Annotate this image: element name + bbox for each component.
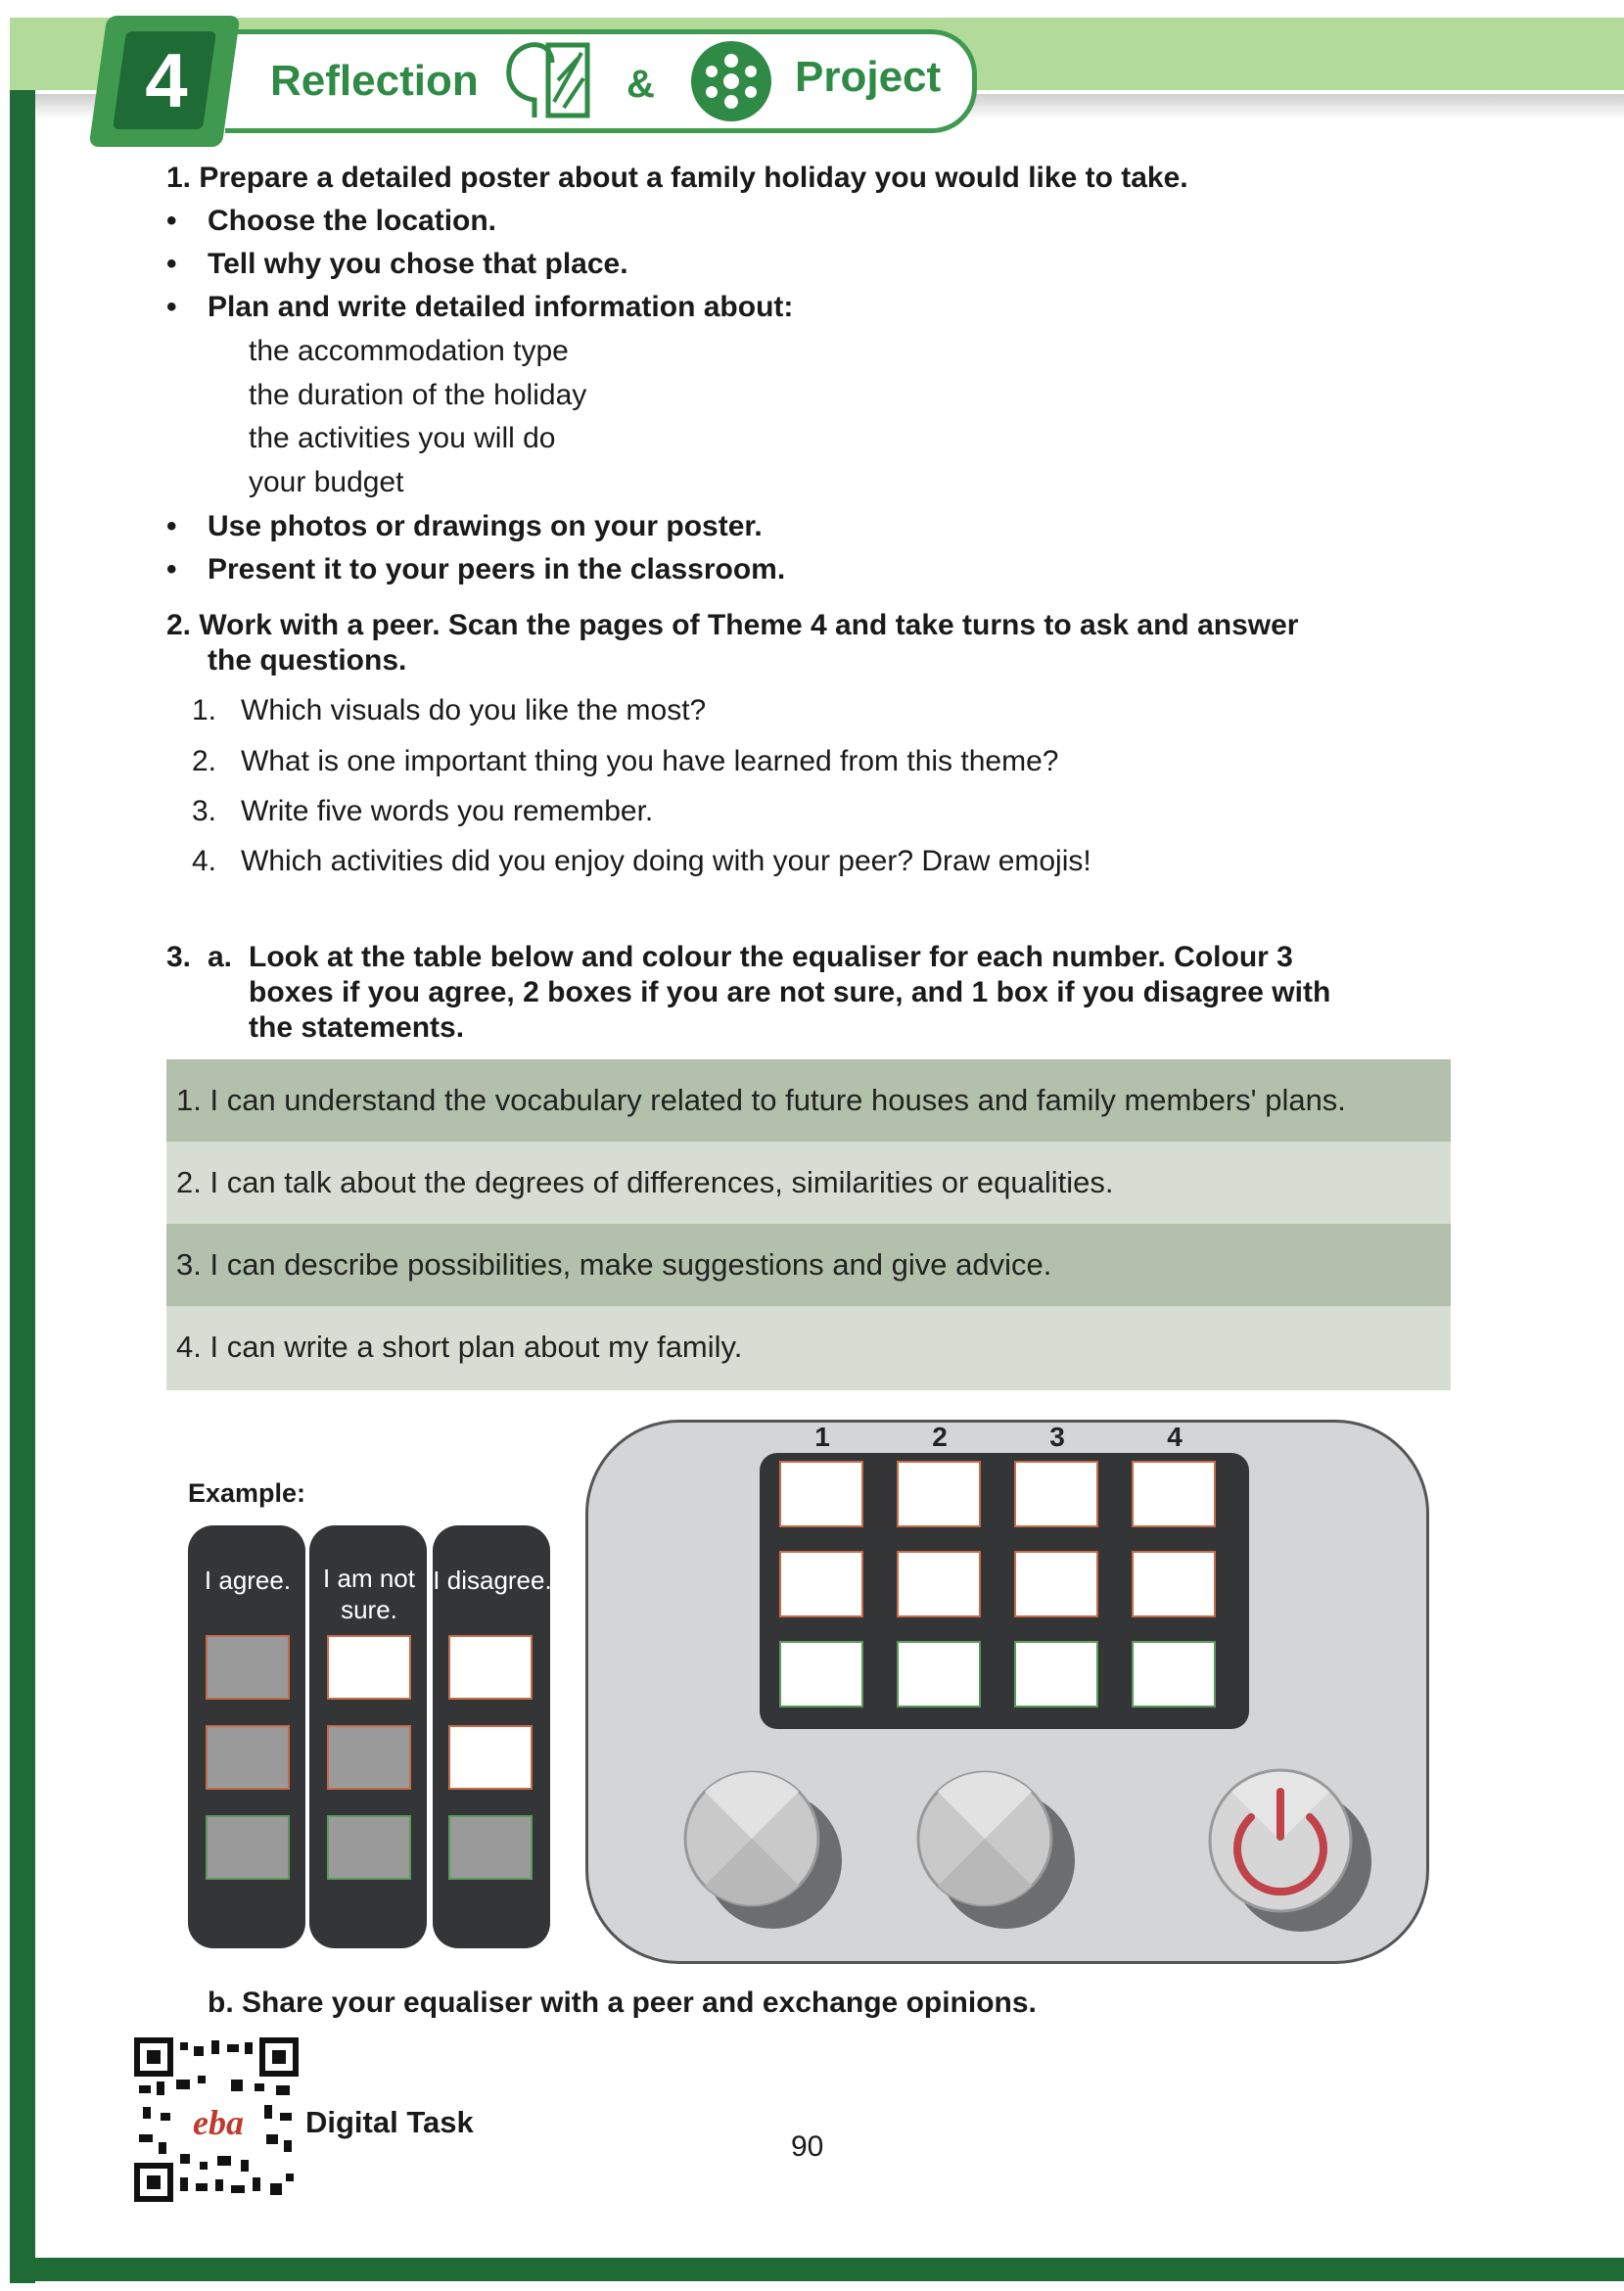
example-box-filled <box>206 1725 290 1790</box>
task1-subitem: the duration of the holiday <box>249 379 587 411</box>
page-frame-left <box>10 90 35 2283</box>
page-frame-bottom <box>10 2258 1624 2281</box>
digital-task-link[interactable]: Digital Task <box>305 2105 474 2139</box>
equaliser-cell[interactable] <box>779 1551 863 1617</box>
statement-row: 4. I can write a short plan about my family. <box>166 1306 1451 1390</box>
equaliser-column-number: 2 <box>932 1422 948 1452</box>
task2-question-num: 2. <box>192 745 217 777</box>
task2-question: Write five words you remember. <box>241 795 654 827</box>
svg-text:eba: eba <box>193 2103 244 2142</box>
statement-row: 2. I can talk about the degrees of differences, similarities or equalities. <box>166 1142 1451 1224</box>
example-box-filled <box>327 1815 411 1880</box>
task3a-instruction: boxes if you agree, 2 boxes if you are not sure, and 1 box if you disagree with <box>249 976 1331 1008</box>
equaliser-cell[interactable] <box>779 1641 863 1707</box>
equaliser-column-number: 1 <box>814 1422 830 1452</box>
example-disagree-label: I disagree. <box>433 1566 552 1595</box>
page-number: 90 <box>791 2130 824 2163</box>
equaliser-cell[interactable] <box>1014 1641 1098 1707</box>
task1-bullet-text: Choose the location. <box>208 205 497 237</box>
equaliser-cell[interactable] <box>897 1641 981 1707</box>
task2-title: 2. Work with a peer. Scan the pages of Theme 4 and take turns to ask and answer <box>166 609 1299 641</box>
equaliser-cell[interactable] <box>897 1551 981 1617</box>
project-title: Project <box>795 53 942 101</box>
example-box-filled <box>448 1815 533 1880</box>
example-box-empty <box>448 1725 533 1790</box>
equaliser-cell[interactable] <box>1132 1461 1216 1527</box>
statement-row: 1. I can understand the vocabulary related to future houses and family members' plans. <box>166 1059 1451 1142</box>
task2-question: Which activities did you enjoy doing with your peer? Draw emojis! <box>241 845 1091 877</box>
task2-question-num: 3. <box>192 795 217 827</box>
task1-bullet-text: Use photos or drawings on your poster. <box>208 510 763 542</box>
task1-subitem: the accommodation type <box>249 335 569 367</box>
qr-code-icon[interactable] <box>133 2036 300 2203</box>
equaliser-knob-icon <box>675 1762 852 1939</box>
example-box-filled <box>206 1815 290 1880</box>
task2-question-num: 1. <box>192 694 217 726</box>
equaliser-cell[interactable] <box>1132 1641 1216 1707</box>
power-button-icon <box>1198 1758 1384 1944</box>
example-box-filled <box>327 1725 411 1790</box>
equaliser-knob-icon <box>908 1762 1085 1939</box>
reflection-title: Reflection <box>270 57 479 105</box>
equaliser-cell[interactable] <box>779 1461 863 1527</box>
task2-question: Which visuals do you like the most? <box>241 694 707 726</box>
task1-subitem: the activities you will do <box>249 422 556 454</box>
equaliser-column-number: 4 <box>1167 1422 1183 1452</box>
equaliser-cell[interactable] <box>897 1461 981 1527</box>
project-icon <box>689 39 773 123</box>
task3b-instruction: b. Share your equaliser with a peer and exchange opinions. <box>208 1987 1037 2019</box>
header-ampersand: & <box>626 63 655 106</box>
example-box-filled <box>206 1635 290 1700</box>
task3a-instruction: the statements. <box>249 1011 465 1044</box>
task1-bullet-text: Tell why you chose that place. <box>208 248 628 280</box>
example-agree-label: I agree. <box>204 1566 292 1595</box>
task1-title: 1. Prepare a detailed poster about a family holiday you would like to take. <box>166 162 1188 194</box>
task1-subitem: your budget <box>249 466 404 498</box>
example-label: Example: <box>188 1478 306 1508</box>
task2-title-cont: the questions. <box>208 644 407 677</box>
task2-question-num: 4. <box>192 845 217 877</box>
task1-bullet-text: Plan and write detailed information about: <box>208 291 794 323</box>
statement-row: 3. I can describe possibilities, make suggestions and give advice. <box>166 1224 1451 1306</box>
example-not-sure-label: I am not sure. <box>323 1564 415 1624</box>
equaliser-cell[interactable] <box>1014 1461 1098 1527</box>
task3-number: 3. <box>166 941 192 973</box>
unit-number: 4 <box>145 37 188 123</box>
example-box-empty <box>327 1635 411 1700</box>
task2-question: What is one important thing you have learned from this theme? <box>241 745 1059 777</box>
task3a-instruction: Look at the table below and colour the equaliser for each number. Colour 3 <box>249 941 1293 973</box>
example-box-empty <box>448 1635 533 1700</box>
reflection-icon <box>495 39 593 127</box>
equaliser-cell[interactable] <box>1014 1551 1098 1617</box>
task3a-label: a. <box>208 941 233 973</box>
equaliser-cell[interactable] <box>1132 1551 1216 1617</box>
task1-bullet-text: Present it to your peers in the classroom. <box>208 553 786 585</box>
equaliser-column-number: 3 <box>1049 1422 1065 1452</box>
